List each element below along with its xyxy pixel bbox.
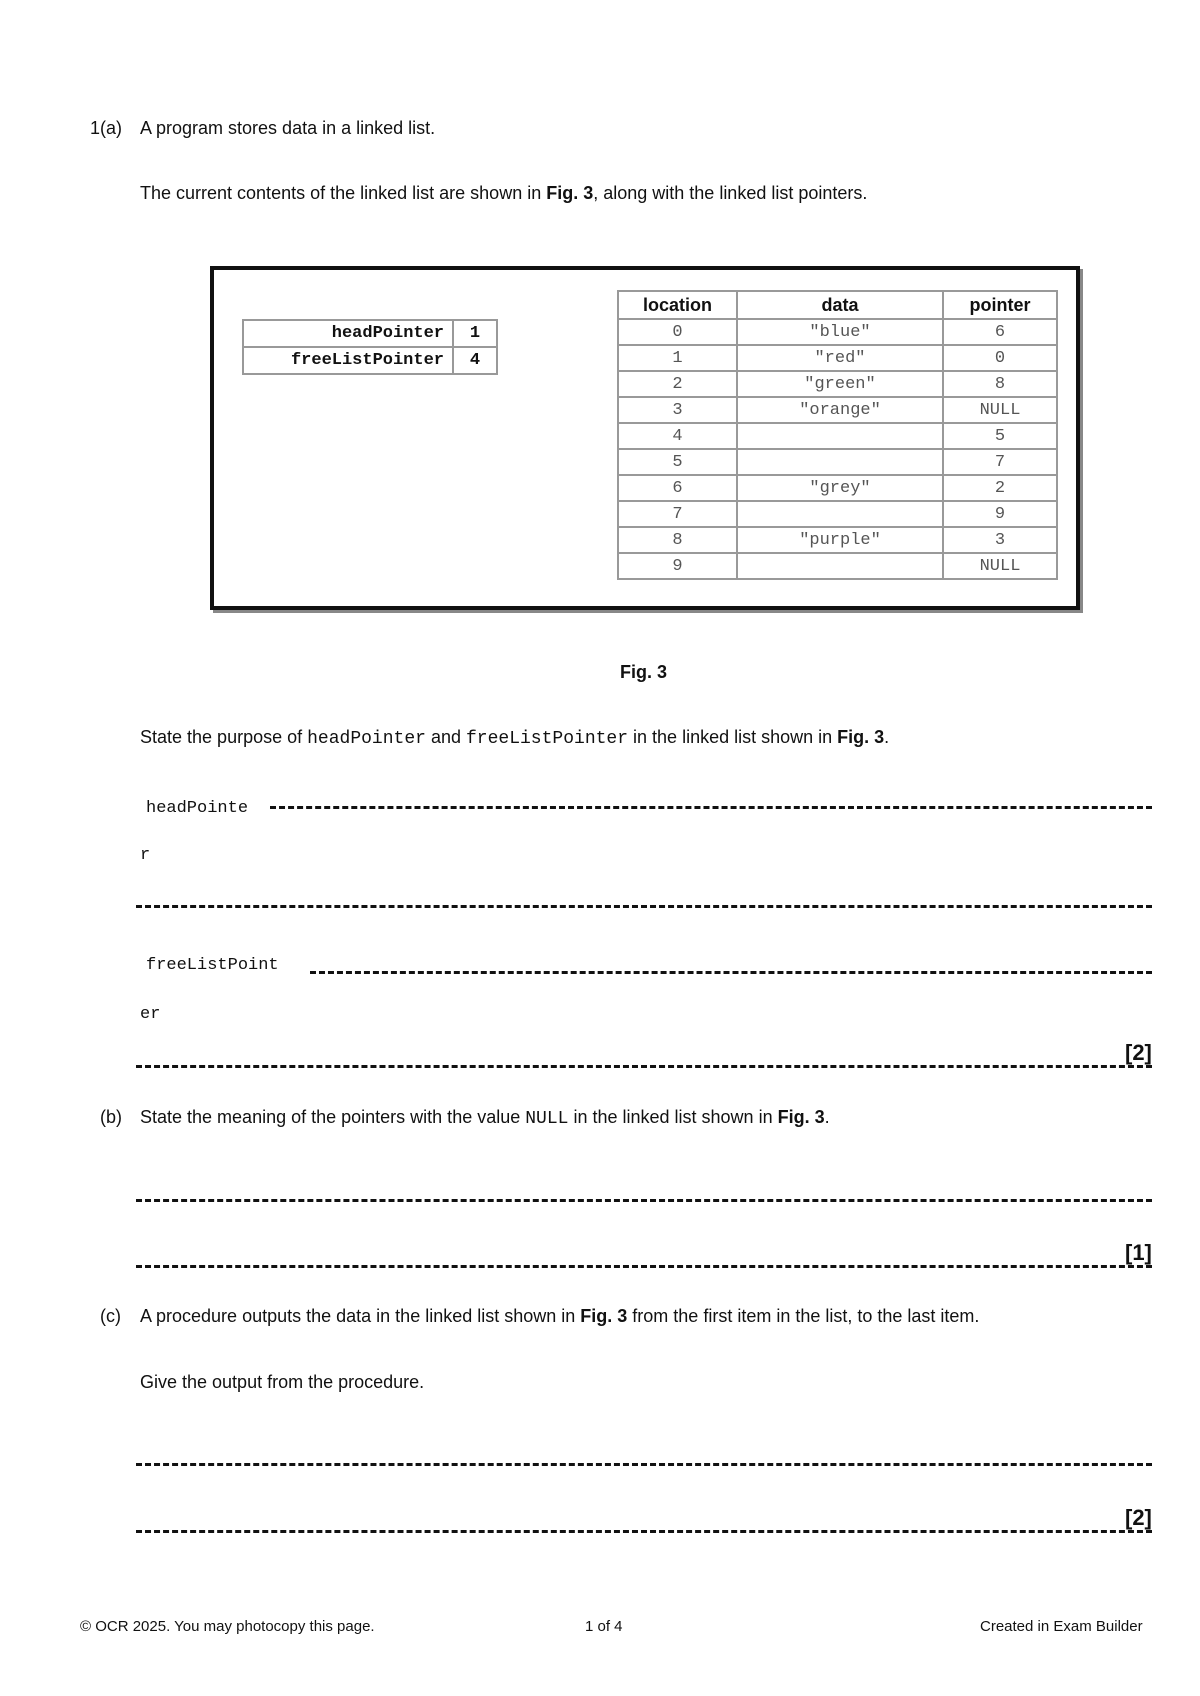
marks-1a: [2] xyxy=(1125,1040,1152,1065)
pointer-name: headPointer xyxy=(243,320,453,347)
pointer-row-freelist xyxy=(243,347,497,374)
q1b-text-end: . xyxy=(824,1107,830,1127)
label-freelistpointer-wrap: er xyxy=(140,1005,161,1024)
pointer-table xyxy=(242,319,498,375)
q1a-figure-reference xyxy=(140,183,867,204)
cell-data: "orange" xyxy=(737,397,943,423)
header-pointer: pointer xyxy=(943,291,1057,319)
question-number-1c: (c) xyxy=(100,1306,121,1326)
cell-data xyxy=(737,423,943,449)
q1c-text-pre: A procedure outputs the data in the linked list shown in xyxy=(140,1306,581,1326)
q1a-prompt-code1: headPointer xyxy=(307,729,426,749)
cell-location: 9 xyxy=(618,553,737,579)
q1a-prompt xyxy=(140,727,889,749)
pointer-value: 1 xyxy=(453,320,497,347)
q1a-prompt-post: in the linked list shown in xyxy=(628,727,838,747)
q1b-text-pre: State the meaning of the pointers with the value xyxy=(140,1107,526,1127)
answer-line-1b-2[interactable] xyxy=(136,1265,1152,1268)
cell-pointer: 7 xyxy=(943,449,1057,475)
cell-pointer: 5 xyxy=(943,423,1057,449)
q1b-text xyxy=(140,1107,830,1129)
label-freelistpointer: freeListPoint xyxy=(146,956,279,975)
table-row xyxy=(618,423,1057,449)
table-row xyxy=(618,397,1057,423)
table-row xyxy=(618,475,1057,501)
q1b-text-fig: Fig. 3 xyxy=(777,1107,825,1127)
cell-location: 3 xyxy=(618,397,737,423)
cell-location: 1 xyxy=(618,345,737,371)
cell-data xyxy=(737,553,943,579)
q1b-text-code: NULL xyxy=(525,1109,569,1129)
table-row xyxy=(618,319,1057,345)
q1a-prompt-fig: Fig. 3 xyxy=(837,727,885,747)
q1a-prompt-code2: freeListPointer xyxy=(466,729,629,749)
cell-location: 7 xyxy=(618,501,737,527)
cell-pointer: 0 xyxy=(943,345,1057,371)
cell-location: 6 xyxy=(618,475,737,501)
q1c-instruction: Give the output from the procedure. xyxy=(140,1372,425,1392)
footer-copyright: © OCR 2025. You may photocopy this page. xyxy=(80,1618,375,1635)
footer-page-number: 1 of 4 xyxy=(585,1618,623,1635)
table-header-row xyxy=(618,291,1057,319)
cell-data: "blue" xyxy=(737,319,943,345)
table-row xyxy=(618,449,1057,475)
cell-pointer: 2 xyxy=(943,475,1057,501)
figure-3 xyxy=(210,266,1080,610)
cell-pointer: 6 xyxy=(943,319,1057,345)
table-row xyxy=(618,501,1057,527)
question-number-1a: 1(a) xyxy=(90,118,123,138)
cell-pointer: NULL xyxy=(943,397,1057,423)
q1a-line2-fig: Fig. 3 xyxy=(546,183,594,203)
table-row xyxy=(618,345,1057,371)
answer-line-headpointer-1[interactable] xyxy=(270,806,1152,809)
linked-list-table xyxy=(617,290,1058,580)
label-headpointer-wrap: r xyxy=(140,846,151,865)
label-headpointer: headPointe xyxy=(146,799,249,818)
answer-line-1b-1[interactable] xyxy=(136,1199,1152,1202)
cell-location: 2 xyxy=(618,371,737,397)
table-row xyxy=(618,527,1057,553)
cell-location: 0 xyxy=(618,319,737,345)
table-row xyxy=(618,553,1057,579)
marks-1c: [2] xyxy=(1125,1505,1152,1530)
answer-line-freelistpointer-1[interactable] xyxy=(310,971,1152,974)
cell-data: "red" xyxy=(737,345,943,371)
figure-caption: Fig. 3 xyxy=(620,662,668,682)
table-row xyxy=(618,371,1057,397)
cell-data xyxy=(737,449,943,475)
q1a-prompt-end: . xyxy=(884,727,890,747)
answer-line-1c-1[interactable] xyxy=(136,1463,1152,1466)
footer-created-by: Created in Exam Builder xyxy=(980,1618,1143,1635)
pointer-value: 4 xyxy=(453,347,497,374)
answer-line-headpointer-2[interactable] xyxy=(136,905,1152,908)
question-number-1b: (b) xyxy=(100,1107,122,1127)
cell-pointer: NULL xyxy=(943,553,1057,579)
pointer-row-head xyxy=(243,320,497,347)
cell-location: 5 xyxy=(618,449,737,475)
q1c-text xyxy=(140,1306,979,1327)
cell-pointer: 9 xyxy=(943,501,1057,527)
q1a-prompt-mid: and xyxy=(425,727,466,747)
cell-data: "green" xyxy=(737,371,943,397)
cell-location: 4 xyxy=(618,423,737,449)
q1a-prompt-pre: State the purpose of xyxy=(140,727,308,747)
q1a-line2-pre: The current contents of the linked list are shown in xyxy=(140,183,547,203)
cell-pointer: 8 xyxy=(943,371,1057,397)
cell-location: 8 xyxy=(618,527,737,553)
cell-data xyxy=(737,501,943,527)
q1a-intro: A program stores data in a linked list. xyxy=(140,118,436,138)
header-data: data xyxy=(737,291,943,319)
q1a-line2-post: , along with the linked list pointers. xyxy=(593,183,868,203)
q1c-text-fig: Fig. 3 xyxy=(580,1306,628,1326)
cell-pointer: 3 xyxy=(943,527,1057,553)
answer-line-1c-2[interactable] xyxy=(136,1530,1152,1533)
q1c-text-post: from the first item in the list, to the last item. xyxy=(627,1306,980,1326)
marks-1b: [1] xyxy=(1125,1240,1152,1265)
pointer-name: freeListPointer xyxy=(243,347,453,374)
header-location: location xyxy=(618,291,737,319)
q1b-text-post: in the linked list shown in xyxy=(568,1107,778,1127)
answer-line-freelistpointer-2[interactable] xyxy=(136,1065,1152,1068)
cell-data: "purple" xyxy=(737,527,943,553)
cell-data: "grey" xyxy=(737,475,943,501)
